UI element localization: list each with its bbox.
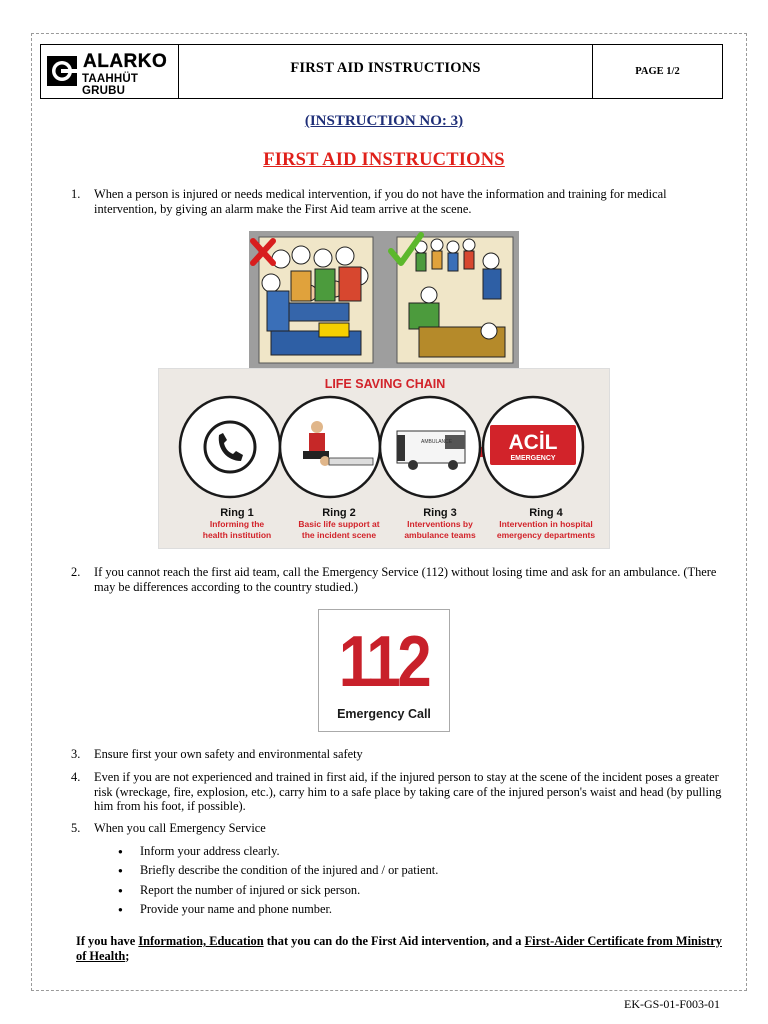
certificate-paragraph [76,934,722,964]
item-number: 3. [71,747,81,761]
chain-title: LIFE SAVING CHAIN [324,377,446,391]
emergency-label: Emergency Call [337,707,431,721]
ring-2-circle [280,397,380,497]
item-text: Even if you are not experienced and trained in first aid, if the injured person to stay at the scene of the incident poses a greater risk (wreckage, fire, explosion, etc.), carry him to a safe place by taking care of the injured person's waist and head (by pulling him from his foot, if possible). [94,770,722,814]
alarko-logo-icon [47,56,77,86]
ring-2-desc: Basic life support at [298,519,380,529]
header-title: FIRST AID INSTRUCTIONS [179,45,593,98]
acil-text: ACİL [508,431,558,454]
bullet-item: ● Inform your address clearly. [118,842,438,861]
final-underlined-text: First-Aider Certificate from Ministry of Health [76,934,722,963]
ring-1-desc: health institution [202,530,272,540]
emergency-112-sign [318,609,450,732]
final-text: If you have [76,934,139,948]
logo-sub-text: TAAHHÜT GRUBU [82,73,139,97]
item-text: If you cannot reach the first aid team, call the Emergency Service (112) without losing time and ask for an ambulance. (There may be differences according to the country studied.) [94,565,717,594]
ring-4-desc: Intervention in hospital [499,519,593,529]
bullet-item: ● Provide your name and phone number. [118,900,438,919]
final-underlined-text: Information, Education [138,934,264,948]
crowd-vs-first-aid-illustration [249,231,519,368]
ring-1-desc: Informing the [209,519,265,529]
item-number: 1. [71,187,81,201]
logo-brand-text: ALARKO [83,51,168,72]
document-header [40,44,723,99]
life-saving-chain-figure [158,368,610,549]
call-instructions-list [118,842,438,920]
emergency-number: 112 [338,621,429,703]
ring-3-label: Ring 3 [423,507,457,519]
bullet-item: ● Report the number of injured or sick person. [118,881,438,900]
ring-4-label: Ring 4 [529,507,563,519]
acil-sub-text: EMERGENCY [510,455,556,462]
ring-1-label: Ring 1 [220,507,254,519]
document-code: EK-GS-01-F003-01 [624,997,720,1011]
company-logo [41,45,179,98]
page-title: FIRST AID INSTRUCTIONS [263,150,505,170]
ring-1-circle [180,397,280,497]
ring-4-desc: emergency departments [496,530,596,540]
ring-2-label: Ring 2 [322,507,356,519]
final-text: ; [125,949,130,963]
svg-text:AMBULANCE: AMBULANCE [421,439,453,445]
page-number: PAGE 1/2 [635,66,680,77]
bullet-item: ● Briefly describe the condition of the injured and / or patient. [118,861,438,880]
item-number: 4. [71,770,81,784]
instruction-number: (INSTRUCTION NO: 3) [304,113,464,129]
final-text: that you can do the First Aid intervention, and a [263,934,525,948]
item-number: 2. [71,565,81,579]
acil-emergency-sign [490,425,576,465]
item-text: When a person is injured or needs medical intervention, if you do not have the information and training for medical intervention, by giving an alarm make the First Aid team arrive at the scene. [94,187,667,216]
item-number: 5. [71,821,81,835]
ring-3-desc: ambulance teams [404,530,476,540]
ring-2-desc: the incident scene [301,530,377,540]
item-text: Ensure first your own safety and environmental safety [94,747,363,761]
item-text: When you call Emergency Service [94,821,266,835]
ring-3-desc: Interventions by [407,519,473,529]
